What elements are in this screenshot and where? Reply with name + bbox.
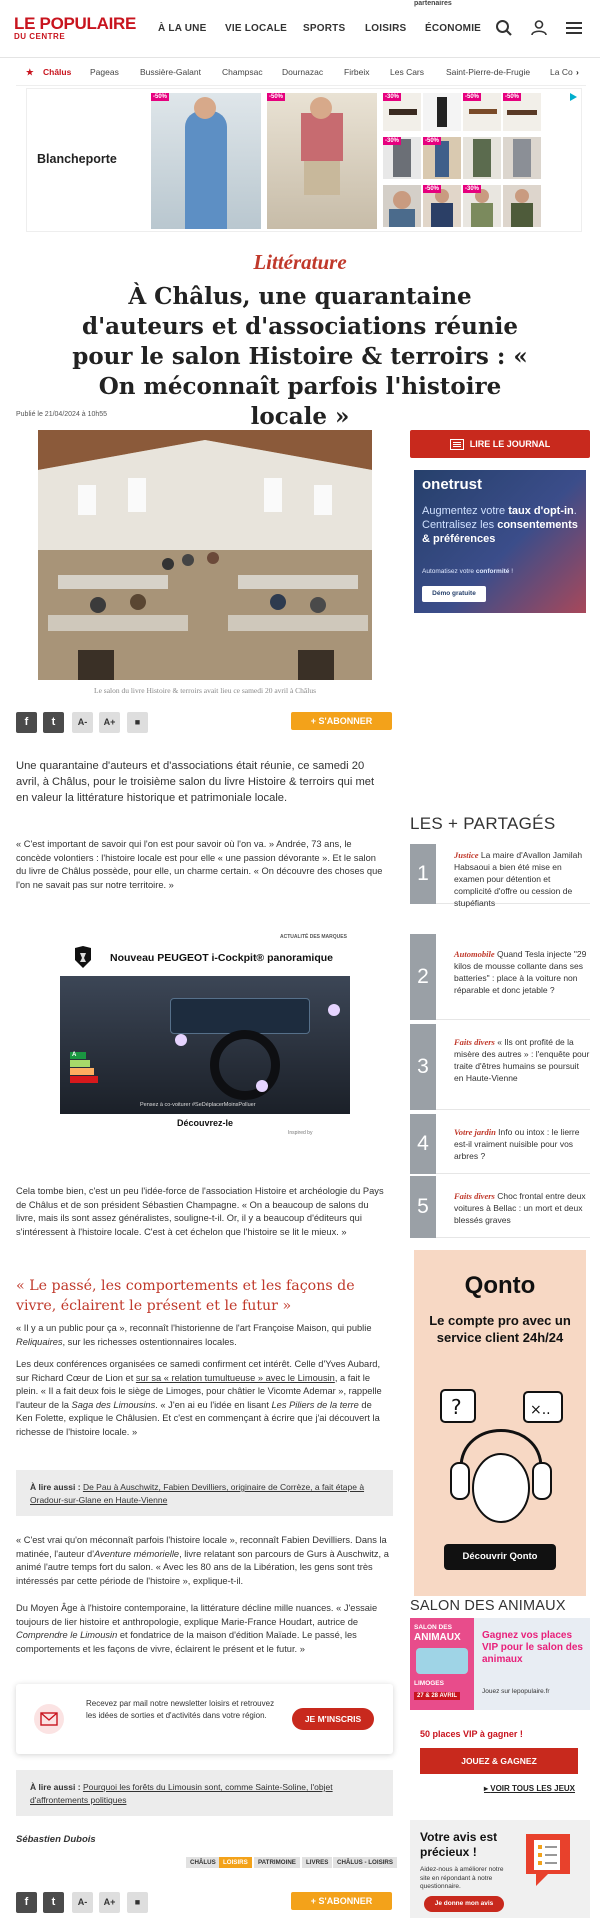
newsletter-box bbox=[16, 1684, 393, 1754]
nav-a-la-une[interactable]: À LA UNE bbox=[158, 23, 207, 34]
paragraph-2: Cela tombe bien, c'est un peu l'idée-force de l'association Histoire et archéologie du Pays de Châlus et de son président Sébastien Champagne. « On a beaucoup de salons du livre, mais ils sont assez généralistes, souligne-t-il. Or, il y a beaucoup d'éditeurs qui s'intéressent à l'histoire locale. C'est à cet échelon que l'histoire se lit le mieux. » bbox=[16, 1186, 384, 1237]
subnav-saint-pierre[interactable]: Saint-Pierre-de-Frugie bbox=[446, 67, 531, 77]
subscribe-button-top[interactable]: + S'ABONNER bbox=[291, 712, 392, 730]
onetrust-small: Automatisez votre conformité ! bbox=[422, 568, 514, 575]
subnav-la-co[interactable]: La Co bbox=[550, 67, 573, 77]
ad-salon-animaux[interactable] bbox=[410, 1618, 590, 1710]
subnav-firbeix[interactable]: Firbeix bbox=[344, 67, 370, 77]
ad-peugeot-small: Pensez à co-voiturer #SeDéplacerMoinsPolluer bbox=[140, 1102, 256, 1108]
nav-vie-locale[interactable]: VIE LOCALE bbox=[225, 23, 288, 34]
ad-photo-pants3 bbox=[503, 137, 541, 179]
most-shared-title: LES + PARTAGÉS bbox=[410, 814, 556, 833]
headset-illustration-icon bbox=[436, 1378, 566, 1528]
ad-photo-pants: -30% bbox=[383, 137, 421, 179]
subnav-star-icon: ★ bbox=[26, 67, 34, 77]
exhibition-hall-image bbox=[38, 430, 372, 680]
qonto-tagline: Le compte pro avec un service client 24h/24 bbox=[429, 1313, 571, 1345]
subnav-pageas[interactable]: Pageas bbox=[90, 67, 119, 77]
salon-left2: ANIMAUX bbox=[414, 1632, 461, 1643]
read-also-box-1[interactable] bbox=[16, 1470, 393, 1516]
nav-economie[interactable]: ÉCONOMIE bbox=[425, 23, 482, 34]
tag-loisirs[interactable]: LOISIRS bbox=[219, 1857, 252, 1868]
paragraph-1: « C'est important de savoir qui l'on est pour savoir où l'on va. » Andrée, 73 ans, le concède volontiers : l'histoire locale est pour elle « une passion dévorante ». Et le salon du livre de Châlus possède, pour elle, un charme certain. « On découvre des choses que l'on ne savait pas sur notre territoire. » bbox=[16, 839, 383, 890]
read-also-link-2[interactable]: Pourquoi les forêts du Limousin sont, comme Sainte-Soline, l'objet d'affrontements politiques bbox=[30, 1782, 333, 1805]
subnav-dournazac[interactable]: Dournazac bbox=[282, 67, 324, 77]
ad-photo-pants2 bbox=[463, 137, 501, 179]
rank-number: 1 bbox=[410, 844, 436, 904]
newsletter-subscribe-button[interactable]: JE M'INSCRIS bbox=[292, 1708, 374, 1730]
article-title: À Châlus, une quarantaine d'auteurs et d'associations réunie pour le salon Histoire & terroirs : « On méconnaît parfois l'histoire locale » bbox=[72, 283, 528, 430]
ad-disclaimer: ACTUALITÉ DES MARQUES bbox=[280, 934, 347, 940]
rank-number: 3 bbox=[410, 1024, 436, 1110]
facebook-share-button[interactable]: f bbox=[16, 712, 37, 733]
salon-dates: 27 & 28 AVRIL bbox=[414, 1692, 460, 1700]
local-subnav bbox=[16, 58, 586, 86]
rank-number: 4 bbox=[410, 1114, 436, 1174]
rank-number: 5 bbox=[410, 1176, 436, 1238]
ad-peugeot-headline: Nouveau PEUGEOT i-Cockpit® panoramique bbox=[110, 952, 334, 964]
onetrust-demo-button[interactable]: Démo gratuite bbox=[422, 586, 486, 602]
richard-link[interactable]: sur sa « relation tumultueuse » avec le Limousin bbox=[135, 1372, 335, 1383]
salon-animals-image bbox=[416, 1648, 468, 1674]
salon-left1: SALON DES bbox=[414, 1624, 452, 1631]
svg-text:?: ? bbox=[451, 1395, 462, 1419]
comment-icon-bottom[interactable]: ■ bbox=[127, 1892, 148, 1913]
read-also-link-1[interactable]: De Pau à Auschwitz, Fabien Devilliers, originaire de Corrèze, a fait étape à Oradour-sur-Glane en Haute-Vienne bbox=[30, 1482, 365, 1505]
most-shared-text: Faits divers « Ils ont profité de la misère des autres » : l'enquête pour traite d'êtres humains se poursuit en Haute-Vienne bbox=[454, 1037, 590, 1083]
ad-onetrust[interactable] bbox=[414, 470, 586, 613]
most-shared-item-2[interactable] bbox=[410, 934, 590, 1020]
tag-chalus-loisirs[interactable]: CHÂLUS - LOISIRS bbox=[333, 1857, 397, 1868]
logo-line2: DU CENTRE bbox=[14, 32, 66, 41]
most-shared-item-3[interactable] bbox=[410, 1024, 590, 1110]
most-shared-text: Faits divers Choc frontal entre deux voitures à Bellac : un mort et deux blessés graves bbox=[454, 1191, 586, 1225]
search-icon[interactable] bbox=[494, 18, 514, 38]
subnav-chalus[interactable]: Châlus bbox=[43, 67, 72, 77]
salon-jouez: Jouez sur lepopulaire.fr bbox=[482, 1688, 550, 1695]
photo-caption: Le salon du livre Histoire & terroirs avait lieu ce samedi 20 avril à Châlus bbox=[93, 686, 317, 695]
comment-icon[interactable]: ■ bbox=[127, 712, 148, 733]
ad-votre-avis[interactable] bbox=[410, 1820, 590, 1918]
most-shared-item-4[interactable] bbox=[410, 1114, 590, 1174]
ad-photo-man5 bbox=[503, 185, 541, 227]
newspaper-icon bbox=[450, 439, 464, 450]
top-bar bbox=[0, 0, 600, 58]
jouez-gagnez-button[interactable]: JOUEZ & GAGNEZ bbox=[420, 1748, 578, 1774]
rank-number: 2 bbox=[410, 934, 436, 1020]
user-icon[interactable] bbox=[529, 18, 549, 38]
site-logo[interactable] bbox=[14, 15, 136, 41]
article-lead: Une quarantaine d'auteurs et d'associations était réunie, ce samedi 20 avril, à Châlus, pour le troisième salon du livre Histoire & terroirs qui met en valeur la littérature historique et patrimoniale locale. bbox=[16, 760, 375, 804]
ad-photo-socks bbox=[423, 93, 461, 131]
ad-photo-beach: -50% bbox=[423, 137, 461, 179]
ad-photo-man3: -50% bbox=[423, 185, 461, 227]
most-shared-text: Automobile Quand Tesla injecte "29 kilos de mousse collante dans ses batteries" : place à la voiture non réparable et donc jetable ? bbox=[454, 949, 587, 995]
font-decrease-button[interactable]: A- bbox=[72, 712, 93, 733]
paragraph-4: Les deux conférences organisées ce samedi confirment cet intérêt. Celle d'Yves Aubard, sur Richard Cœur de Lion et sur sa « relation tumultueuse » avec le Limousin, a fait le plein. « Il a fait deux fois le siège de Limoges, pour châtier le Vicomte Ademar », rappelle l'auteur de la Saga des Limousins. « J'en ai eu l'idée en lisant Les Piliers de la terre de Ken Folette, explique le Châlusien. Et c'est en commençant à écrire que j'ai découvert la richesse de l'histoire locale. » bbox=[16, 1359, 382, 1437]
subscribe-button-bottom[interactable]: + S'ABONNER bbox=[291, 1892, 392, 1910]
ad-photo-woman bbox=[383, 185, 421, 227]
facebook-share-button-bottom[interactable]: f bbox=[16, 1892, 37, 1913]
most-shared-text: Justice La maire d'Avallon Jamilah Habsaoui a bien été mise en examen pour détention et complicité d'offre ou cession de stupéfiants bbox=[454, 850, 583, 908]
envelope-icon bbox=[40, 1711, 58, 1727]
salon-city: LIMOGES bbox=[414, 1680, 444, 1687]
energy-label: A bbox=[72, 1052, 77, 1058]
ad-photo-man-shorts: -50% bbox=[267, 93, 377, 229]
ad-photo-belt2: -50% bbox=[463, 93, 501, 131]
logo-line1: LE POPULAIRE bbox=[14, 14, 137, 33]
twitter-share-button[interactable]: t bbox=[43, 712, 64, 733]
twitter-share-button-bottom[interactable]: t bbox=[43, 1892, 64, 1913]
ad-photo-belt: -30% bbox=[383, 93, 421, 131]
most-shared-item-1[interactable] bbox=[410, 844, 590, 908]
font-decrease-button-bottom[interactable]: A- bbox=[72, 1892, 93, 1913]
adchoices-icon[interactable] bbox=[567, 91, 579, 103]
qonto-brand: Qonto bbox=[464, 1272, 536, 1299]
paragraph-5: « C'est vrai qu'on méconnaît parfois l'histoire locale », reconnaît Fabien Devilliers. Dans la matinée, l'auteur d'Aventure mémorielle, livre relatant son parcours de Gurs à Auschwitz, a animé l'autre temps fort du salon. « Avec les 80 ans de la Libération, les gens sont très intéressés par cette période de l'histoire », explique-t-il. bbox=[16, 1535, 389, 1586]
read-also-box-2[interactable] bbox=[16, 1770, 393, 1816]
main-photo[interactable] bbox=[38, 430, 372, 680]
tag-patrimoine[interactable]: PATRIMOINE bbox=[254, 1857, 300, 1868]
onetrust-text: Augmentez votre taux d'opt-in. Centralisez les consentements & préférences bbox=[422, 505, 578, 545]
ad-peugeot-image bbox=[60, 976, 350, 1114]
read-also-label: À lire aussi : bbox=[30, 1482, 81, 1492]
paragraph-3: « Il y a un public pour ça », reconnaît l'historienne de l'art Françoise Maison, qui publie Reliquaires, sur les richesses ostentionnaires locales. bbox=[16, 1323, 372, 1347]
chevron-right-icon[interactable]: › bbox=[576, 67, 579, 77]
partners-label: partenaires bbox=[414, 0, 452, 7]
nav-loisirs[interactable]: LOISIRS bbox=[365, 23, 407, 34]
publish-date: Publié le 21/04/2024 à 10h55 bbox=[16, 411, 108, 418]
ad-photo-man4: -30% bbox=[463, 185, 501, 227]
ad-blancheporte[interactable] bbox=[26, 88, 582, 232]
salon-right-text: Gagnez vos places VIP pour le salon des animaux bbox=[482, 1630, 583, 1665]
onetrust-brand: onetrust bbox=[422, 476, 482, 493]
subnav-bussiere-galant[interactable]: Bussière-Galant bbox=[140, 67, 201, 77]
ad-peugeot[interactable] bbox=[60, 934, 350, 1139]
survey-clipboard-icon bbox=[518, 1830, 578, 1890]
ad-brand-label: Blancheporte bbox=[37, 152, 117, 166]
avis-text: Aidez-nous à améliorer notre site en répondant à notre questionnaire. bbox=[420, 1866, 504, 1890]
most-shared-item-5[interactable] bbox=[410, 1176, 590, 1238]
paragraph-6: Du Moyen Âge à l'histoire contemporaine, la littérature décline mille nuances. « J'essaie toujours de lier histoire et anthropologie, explique Marie-France Houdart, autrice de Comprendre le Limousin et fondatrice de la maison d'édition Maïade. Le passé, les comportements et les façons de vivre, éclairent le présent et le futur. » bbox=[16, 1603, 378, 1654]
author-name: Sébastien Dubois bbox=[16, 1834, 96, 1845]
tag-livres[interactable]: LIVRES bbox=[302, 1857, 332, 1868]
avis-cta-button[interactable]: Je donne mon avis bbox=[424, 1896, 504, 1912]
most-shared-text: Votre jardin Info ou intox : le lierre est-il vraiment nuisible pour vos arbres ? bbox=[454, 1127, 580, 1161]
newsletter-text: Recevez par mail notre newsletter loisirs et retrouvez les idées de sorties et d'activités dans votre région. bbox=[86, 1699, 275, 1720]
vip-places-text: 50 places VIP à gagner ! bbox=[420, 1729, 523, 1739]
ad-qonto[interactable] bbox=[414, 1250, 586, 1596]
nav-sports[interactable]: SPORTS bbox=[303, 23, 346, 34]
menu-icon[interactable] bbox=[564, 18, 584, 38]
pull-quote: « Le passé, les comportements et les façons de vivre, éclairent le présent et le futur » bbox=[16, 1278, 355, 1314]
read-journal-button[interactable] bbox=[410, 430, 590, 458]
peugeot-lion-icon bbox=[70, 944, 96, 970]
ad-photo-belt3: -50% bbox=[503, 93, 541, 131]
qonto-cta-button[interactable]: Découvrir Qonto bbox=[444, 1544, 556, 1570]
tag-chalus[interactable]: CHÂLUS bbox=[186, 1857, 220, 1868]
voir-tous-les-jeux-link[interactable]: ▸ VOIR TOUS LES JEUX bbox=[484, 1784, 576, 1793]
read-also-label-2: À lire aussi : bbox=[30, 1782, 81, 1792]
subnav-les-cars[interactable]: Les Cars bbox=[390, 67, 425, 77]
svg-text:×..: ×.. bbox=[530, 1402, 551, 1418]
font-increase-button[interactable]: A+ bbox=[99, 712, 120, 733]
ad-photo-man-blue: -50% bbox=[151, 93, 261, 229]
avis-title: Votre avis est précieux ! bbox=[420, 1830, 498, 1859]
ad-peugeot-cta[interactable]: Découvrez-le bbox=[176, 1118, 234, 1128]
read-journal-label: LIRE LE JOURNAL bbox=[469, 439, 551, 449]
ad-inspired: Inspired by bbox=[288, 1130, 313, 1136]
subnav-champsac[interactable]: Champsac bbox=[222, 67, 263, 77]
font-increase-button-bottom[interactable]: A+ bbox=[99, 1892, 120, 1913]
salon-animaux-title: SALON DES ANIMAUX bbox=[410, 1598, 566, 1614]
article-category[interactable]: Littérature bbox=[253, 250, 347, 274]
